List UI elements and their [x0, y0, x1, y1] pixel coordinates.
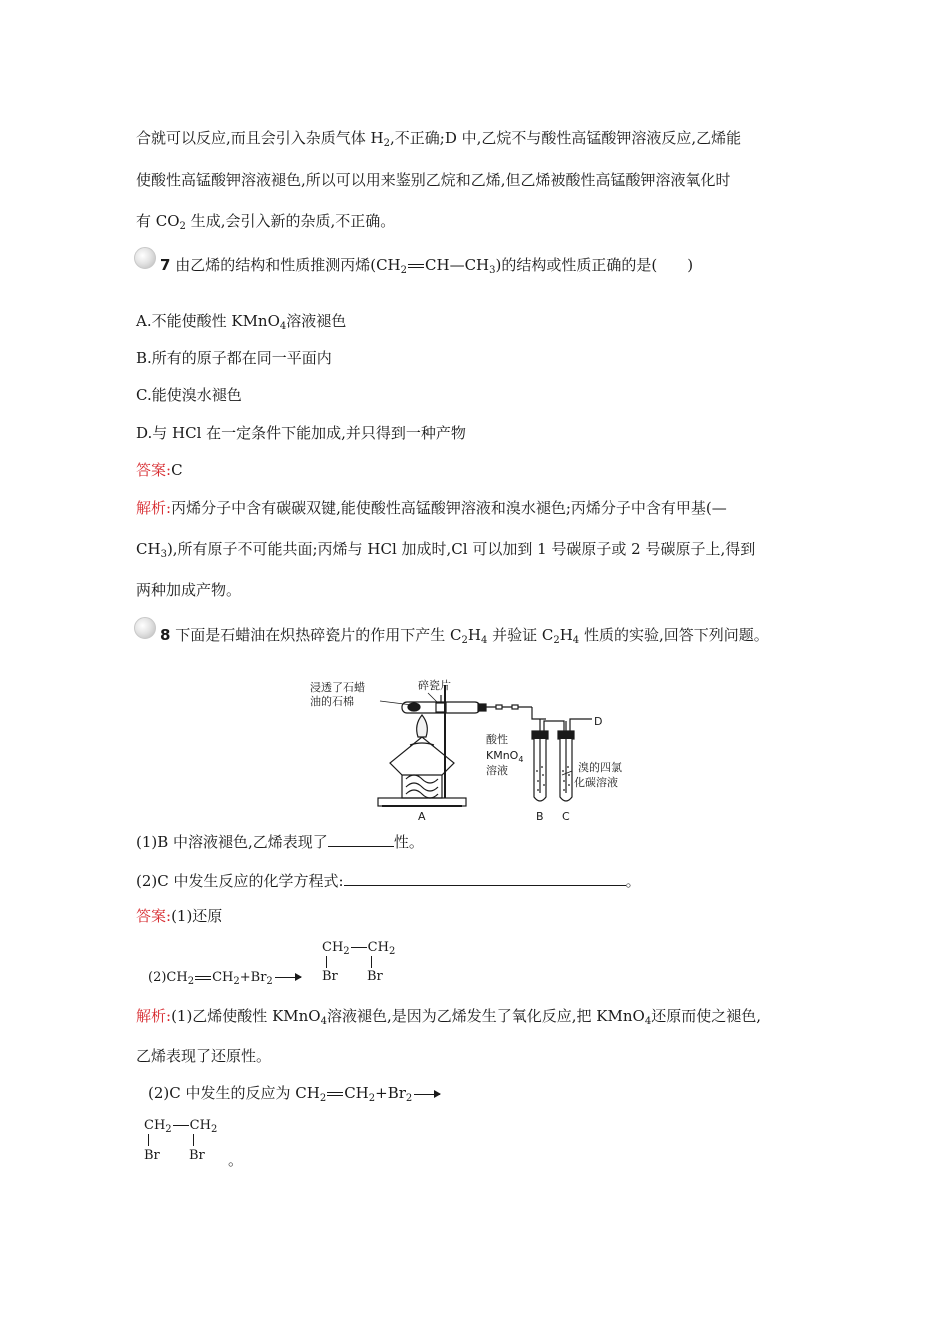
analysis-7-line: $CH_3$),所有原子不可能共面;丙烯与 HCl 加成时,Cl 可以加到 1 号碳原子或 2 号碳原子上,得到	[136, 540, 756, 560]
label-paraffin: 浸透了石蜡	[310, 681, 365, 694]
answer-8-equation: $(2)CH_2$ $CH_2+Br_2$	[148, 968, 301, 988]
label-b: B	[536, 810, 544, 823]
analysis-7-line: 两种加成产物。	[136, 581, 242, 599]
reaction-arrow-icon	[275, 977, 301, 978]
label-a: A	[418, 810, 426, 823]
answer-blank[interactable]	[344, 870, 626, 886]
label-bromine: 化碳溶液	[574, 776, 618, 789]
analysis-7-line: 解析:丙烯分子中含有碳碳双键,能使酸性高锰酸钾溶液和溴水褪色;丙烯分子中含有甲基(—	[136, 499, 727, 517]
answer-8: 答案:(1)还原	[136, 907, 223, 925]
answer-7: 答案:C	[136, 461, 183, 479]
double-bond-icon	[408, 264, 424, 268]
sub-question-2: (2)C 中发生反应的化学方程式: 。	[136, 872, 641, 890]
option-b: B.所有的原子都在同一平面内	[136, 349, 332, 367]
final-period: 。	[228, 1151, 244, 1169]
question-7-stem: 7 由乙烯的结构和性质推测丙烯($CH_2$ $CH—CH_3$)的结构或性质正确的是( )	[160, 256, 694, 276]
label-bromine: 溴的四氯	[578, 761, 622, 774]
text-line: 有 $CO_2$ 生成,会引入新的杂质,不正确。	[136, 212, 396, 232]
text-line: 使酸性高锰酸钾溶液褪色,所以可以用来鉴别乙烷和乙烯,但乙烯被酸性高锰酸钾溶液氧化时	[136, 171, 731, 189]
analysis-8-line: 乙烯表现了还原性。	[136, 1047, 272, 1065]
dibromoethane-structure: $CH_2$ $CH_2$ Br Br	[144, 1118, 218, 1163]
double-bond-icon	[195, 976, 211, 980]
label-kmno4: KMnO$_4$	[486, 749, 524, 764]
question-8-stem: 8 下面是石蜡油在炽热碎瓷片的作用下产生 $C_2H_4$ 并验证 $C_2H_4$ 性质的实验,回答下列问题。	[160, 626, 769, 646]
analysis-8-line: (2)C 中发生的反应为 $CH_2$ $CH_2+Br_2$	[148, 1083, 440, 1103]
answer-blank[interactable]	[328, 831, 394, 847]
question-marker-icon	[134, 247, 156, 269]
reaction-arrow-icon	[414, 1094, 440, 1095]
sub-question-1: (1)B 中溶液褪色,乙烯表现了 性。	[136, 833, 424, 851]
label-paraffin: 油的石棉	[310, 695, 354, 708]
option-c: C.能使溴水褪色	[136, 386, 242, 404]
option-a: A.不能使酸性 KMnO$_4$溶液褪色	[136, 312, 347, 332]
analysis-8-line: 解析:(1)乙烯使酸性 KMnO$_4$溶液褪色,是因为乙烯发生了氧化反应,把 KMnO$_4$还原而使之褪色,	[136, 1007, 761, 1027]
label-d: D	[594, 715, 603, 728]
label-porcelain: 碎瓷片	[418, 679, 451, 692]
label-kmno4: 溶液	[486, 764, 508, 777]
option-d: D.与 HCl 在一定条件下能加成,并只得到一种产物	[136, 424, 466, 442]
label-kmno4: 酸性	[486, 733, 508, 746]
stand-base	[378, 798, 466, 806]
question-marker-icon	[134, 617, 156, 639]
label-c: C	[562, 810, 570, 823]
text-line: 合就可以反应,而且会引入杂质气体 $H_2$,不正确;D 中,乙烷不与酸性高锰酸钾溶液反应,乙烯能	[136, 129, 742, 149]
double-bond-icon	[327, 1092, 343, 1096]
apparatus-diagram	[310, 675, 650, 825]
dibromoethane-structure: $CH_2$ $CH_2$ Br Br	[322, 940, 396, 984]
